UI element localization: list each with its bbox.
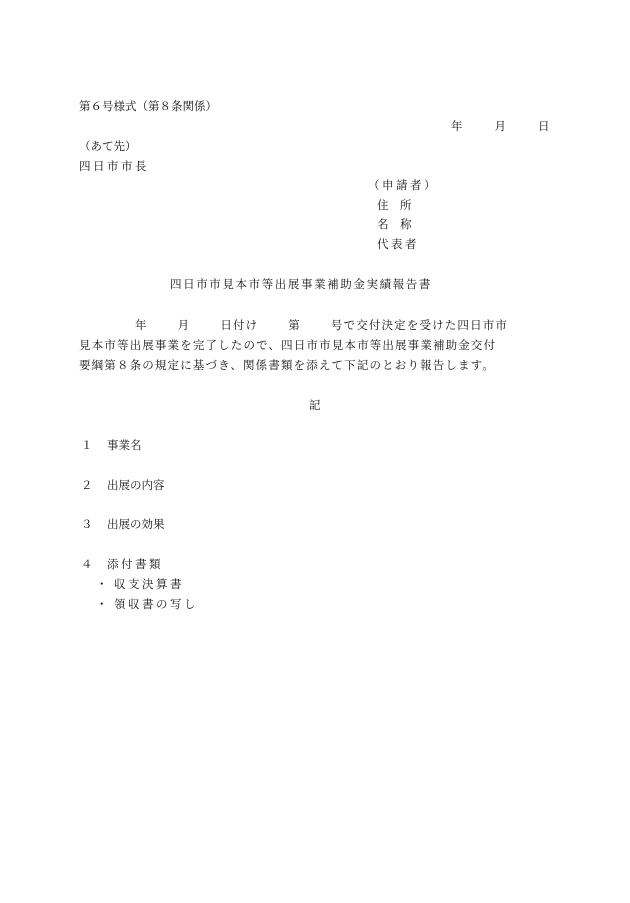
item-number: １ xyxy=(81,438,93,452)
date-day-label: 日 xyxy=(538,119,550,133)
ki-label: 記 xyxy=(309,398,321,412)
applicant-label: （申請者） xyxy=(368,178,438,192)
item-label: 出展の効果 xyxy=(107,517,165,531)
body-line-2: 見本市等出展事業を完了したので、四日市市見本市等出展事業補助金交付 xyxy=(79,338,497,352)
body-day-label: 日付け xyxy=(220,318,259,332)
applicant-address-label: 住 所 xyxy=(377,198,412,212)
list-item xyxy=(81,477,165,493)
date-month-label: 月 xyxy=(494,119,506,133)
body-line-1-text: 号で交付決定を受けた四日市市 xyxy=(330,318,509,332)
list-item xyxy=(81,556,163,572)
addressee-label: （あて先） xyxy=(79,139,137,153)
document-title: 四日市市見本市等出展事業補助金実績報告書 xyxy=(170,277,432,291)
item-label: 添付書類 xyxy=(107,557,163,571)
bullet-icon: ・ xyxy=(96,597,108,611)
list-item xyxy=(81,516,165,532)
attachment-item xyxy=(96,596,198,612)
body-line-3: 要綱第８条の規定に基づき、関係書類を添えて下記のとおり報告します。 xyxy=(79,358,496,372)
body-year-label: 年 xyxy=(135,318,148,332)
date-line xyxy=(451,118,550,134)
item-number: ３ xyxy=(81,517,93,531)
attachment-label: 収支決算書 xyxy=(114,577,184,591)
date-year-label: 年 xyxy=(451,119,463,133)
item-label: 事業名 xyxy=(107,438,142,452)
item-number: ２ xyxy=(81,478,93,492)
attachment-item xyxy=(96,576,184,592)
body-number-prefix: 第 xyxy=(288,318,301,332)
body-month-label: 月 xyxy=(177,318,191,332)
form-label: 第６号様式（第８条関係） xyxy=(79,99,217,113)
item-label: 出展の内容 xyxy=(107,478,165,492)
attachment-label: 領収書の写し xyxy=(114,597,198,611)
applicant-name-label: 名 称 xyxy=(377,217,412,231)
addressee-name: 四日市市長 xyxy=(79,159,149,173)
list-item xyxy=(81,437,142,453)
item-number: ４ xyxy=(81,557,93,571)
applicant-representative-label: 代表者 xyxy=(377,237,419,251)
body-line-1 xyxy=(79,317,551,333)
bullet-icon: ・ xyxy=(96,577,108,591)
